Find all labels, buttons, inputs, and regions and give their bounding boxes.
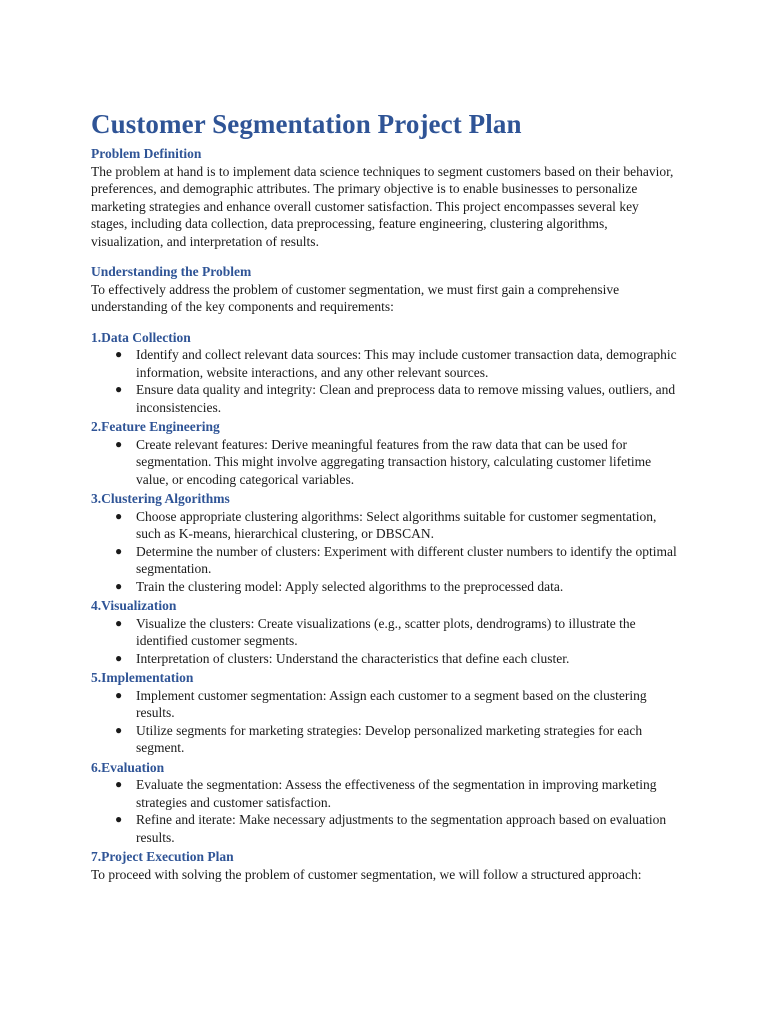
- section: [91, 418, 678, 488]
- list-item: [91, 381, 678, 416]
- list-item: [91, 687, 678, 722]
- list-item: [91, 543, 678, 578]
- bullet-icon: ●: [115, 543, 123, 558]
- bullet-list: [91, 776, 678, 846]
- section-heading: 2.Feature Engineering: [91, 419, 220, 434]
- bullet-icon: ●: [115, 436, 123, 451]
- bullet-icon: ●: [115, 578, 123, 593]
- list-item-text: Visualize the clusters: Create visualizations (e.g., scatter plots, dendrograms) to illustrate the identified customer segments.: [136, 615, 636, 648]
- section: [91, 263, 678, 316]
- list-item-text: Implement customer segmentation: Assign each customer to a segment based on the clustering results.: [136, 687, 647, 720]
- section-heading: 3.Clustering Algorithms: [91, 491, 230, 506]
- list-item-text: Refine and iterate: Make necessary adjustments to the segmentation approach based on evaluation results.: [136, 812, 667, 845]
- list-item-text: Interpretation of clusters: Understand the characteristics that define each cluster.: [136, 650, 570, 666]
- bullet-icon: ●: [115, 508, 123, 523]
- list-item: [91, 776, 678, 811]
- bullet-icon: ●: [115, 650, 123, 665]
- list-item: [91, 578, 678, 596]
- bullet-icon: ●: [115, 722, 123, 737]
- bullet-list: [91, 346, 678, 416]
- section-heading: 4.Visualization: [91, 598, 177, 613]
- section-heading: Understanding the Problem: [91, 264, 252, 279]
- document-title: Customer Segmentation Project Plan: [91, 109, 522, 139]
- list-item-text: Create relevant features: Derive meaningful features from the raw data that can be used for segmentation. This might involve aggregating transaction history, calculating customer lifetime value, or encoding categorical variables.: [136, 436, 652, 487]
- section-paragraph: To effectively address the problem of customer segmentation, we must first gain a comprehensive understanding of the key components and requirements:: [91, 281, 620, 314]
- section-heading: 7.Project Execution Plan: [91, 849, 234, 864]
- section: [91, 848, 678, 883]
- bullet-list: [91, 687, 678, 757]
- list-item-text: Evaluate the segmentation: Assess the effectiveness of the segmentation in improving marketing strategies and customer satisfaction.: [136, 777, 657, 810]
- bullet-icon: ●: [115, 615, 123, 630]
- bullet-icon: ●: [115, 777, 123, 791]
- list-item-text: Utilize segments for marketing strategies: Develop personalized marketing strategies for each segment.: [136, 722, 643, 755]
- section-heading: 5.Implementation: [91, 670, 194, 685]
- section-paragraph: To proceed with solving the problem of customer segmentation, we will follow a structured approach:: [91, 866, 642, 882]
- list-item-text: Identify and collect relevant data sources: This may include customer transaction data, demographic information, website interactions, and any other relevant sources.: [136, 347, 677, 380]
- list-item-text: Train the clustering model: Apply selected algorithms to the preprocessed data.: [136, 578, 564, 594]
- section-heading: 6.Evaluation: [91, 759, 165, 775]
- list-item: [91, 722, 678, 757]
- section: [91, 145, 678, 250]
- section-paragraph: The problem at hand is to implement data science techniques to segment customers based on their behavior, preferences, and demographic attributes. The primary objective is to enable businesses to personalize marketing strategies and enhance overall customer satisfaction. This project encompasses several key stages, including data collection, data preprocessing, feature engineering, clustering algorithms, visualization, and interpretation of results.: [91, 163, 674, 249]
- list-item: [91, 811, 678, 846]
- list-item: [91, 436, 678, 489]
- list-item-text: Determine the number of clusters: Experiment with different cluster numbers to identify the optimal segmentation.: [136, 543, 677, 576]
- section: [91, 329, 678, 417]
- list-item: [91, 346, 678, 381]
- list-item: [91, 650, 678, 668]
- bullet-icon: ●: [115, 382, 123, 396]
- list-item-text: Choose appropriate clustering algorithms: Select algorithms suitable for customer segmentation, such as K-means, hierarchical clustering, or DBSCAN.: [136, 508, 657, 541]
- section: [91, 759, 678, 847]
- list-item: [91, 508, 678, 543]
- document-body: [91, 145, 678, 883]
- bullet-list: [91, 508, 678, 596]
- list-item-text: Ensure data quality and integrity: Clean and preprocess data to remove missing values, outliers, and inconsistencies.: [136, 382, 676, 415]
- bullet-icon: ●: [115, 687, 123, 702]
- bullet-icon: ●: [115, 812, 123, 826]
- bullet-list: [91, 615, 678, 668]
- section-heading: 1.Data Collection: [91, 329, 191, 345]
- section-heading: Problem Definition: [91, 146, 202, 161]
- section: [91, 669, 678, 757]
- bullet-icon: ●: [115, 347, 123, 361]
- section: [91, 490, 678, 595]
- section: [91, 597, 678, 667]
- bullet-list: [91, 436, 678, 489]
- list-item: [91, 615, 678, 650]
